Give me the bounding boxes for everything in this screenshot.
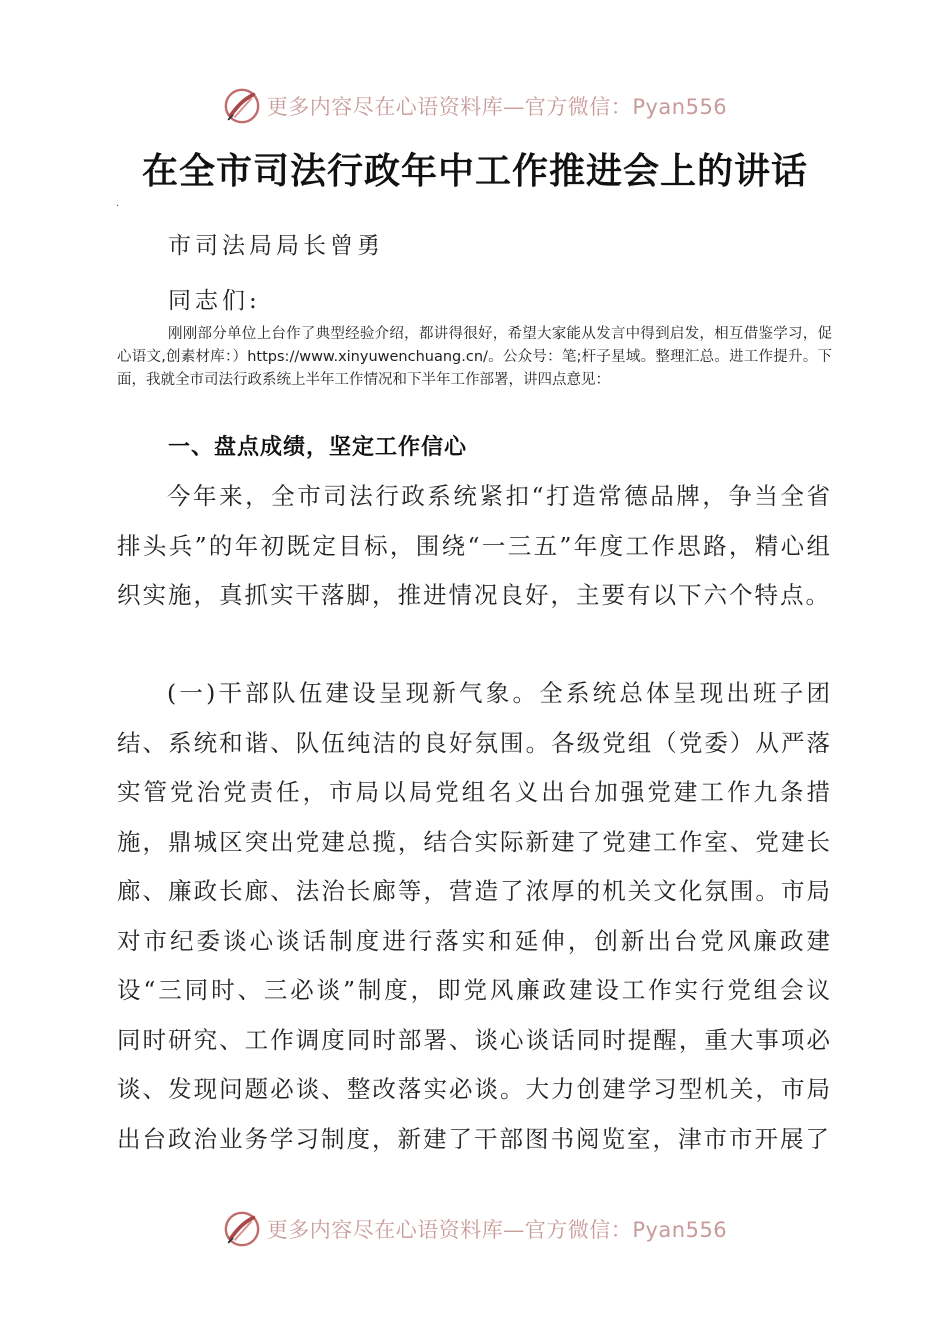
- watermark-text: 更多内容尽在心语资料库—官方微信：Pyan556: [266, 1218, 728, 1242]
- salutation: 同志们:: [168, 288, 261, 314]
- watermark-banner-top: [0, 84, 950, 128]
- watermark-banner-bottom: [0, 1207, 950, 1251]
- intro-paragraph: 刚刚部分单位上台作了典型经验介绍，都讲得很好，希望大家能从发言中得到启发，相互借鉴学习，促心语文,创素材库：）https://www.xinyuwenchuang.cn/。公众号：笔;杆子星域。整理汇总。进工作提升。下面，我就全市司法行政系统上半年工作情况和下半年工作部署，讲四点意见：: [117, 326, 832, 388]
- watermark-logo-icon: [223, 87, 261, 125]
- watermark-text: 更多内容尽在心语资料库—官方微信：Pyan556: [266, 95, 728, 119]
- document-title: 在全市司法行政年中工作推进会上的讲话: [141, 150, 808, 192]
- stray-dot: .: [116, 198, 120, 209]
- body-paragraph-1: 今年来，全市司法行政系统紧扣“打造常德品牌，争当全省排头兵”的年初既定目标，围绕“一三五”年度工作思路，精心组织实施，真抓实干落脚，推进情况良好，主要有以下六个特点。: [117, 482, 832, 609]
- section-heading-1: 一、盘点成绩，坚定工作信心: [168, 435, 468, 460]
- author-line: 市司法局局长曾勇: [168, 233, 384, 259]
- watermark-logo-icon: [223, 1210, 261, 1248]
- body-paragraph-2: (一)干部队伍建设呈现新气象。全系统总体呈现出班子团结、系统和谐、队伍纯洁的良好氛围。各级党组（党委）从严落实管党治党责任，市局以局党组名义出台加强党建工作九条措施，鼎城区突出党建总揽，结合实际新建了党建工作室、党建长廊、廉政长廊、法治长廊等，营造了浓厚的机关文化氛围。市局对市纪委谈心谈话制度进行落实和延伸，创新出台党风廉政建设“三同时、三必谈”制度，即党风廉政建设工作实行党组会议同时研究、工作调度同时部署、谈心谈话同时提醒，重大事项必谈、发现问题必谈、整改落实必谈。大力创建学习型机关，市局出台政治业务学习制度，新建了干部图书阅览室，津市市开展了: [117, 679, 832, 1153]
